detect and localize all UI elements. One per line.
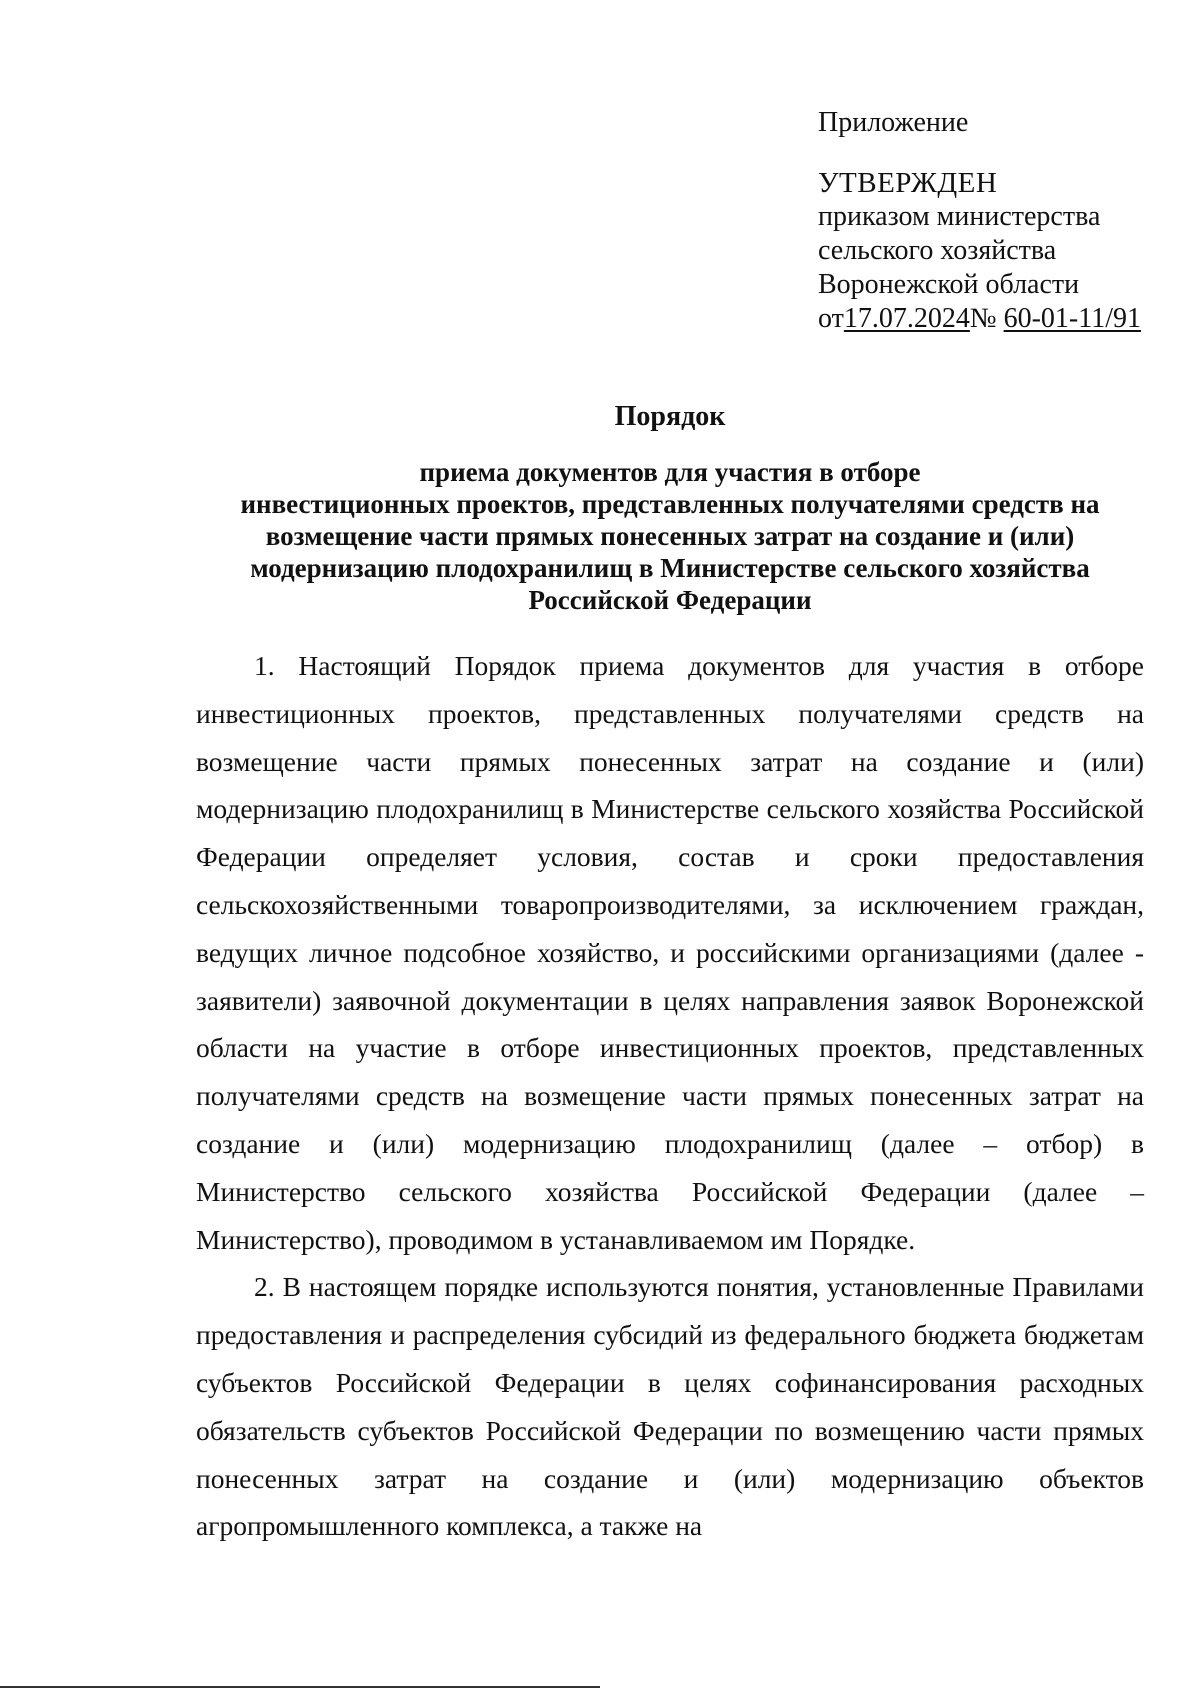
- document-body: [196, 642, 1144, 1550]
- subtitle-line: возмещение части прямых понесенных затрат на создание и (или): [265, 521, 1075, 551]
- paragraph-2: 2. В настоящем порядке используются понятия, установленные Правилами предоставления и распределения субсидий из федерального бюджета бюджетам субъектов Российской Федерации в целях софинансирования расходных обязательств субъектов Российской Федерации по возмещению части прямых понесенных затрат на создание и (или) модернизацию объектов агропромышленного комплекса, а также на: [196, 1271, 1144, 1542]
- approved-label: УТВЕРЖДЕН: [818, 167, 998, 199]
- approval-block: [818, 106, 1178, 336]
- approval-line-3: Воронежской области: [818, 269, 1080, 300]
- document-title-block: [180, 400, 1160, 616]
- subtitle-line: приема документов для участия в отборе: [419, 457, 921, 487]
- subtitle-line: модернизацию плодохранилищ в Министерстве сельского хозяйства: [250, 553, 1090, 583]
- paragraph-1: 1. Настоящий Порядок приема документов для участия в отборе инвестиционных проектов, представленных получателями средств на возмещение части прямых понесенных затрат на создание и (или) модернизацию плодохранилищ в Министерстве сельского хозяйства Российской Федерации определяет условия, состав и сроки предоставления сельскохозяйственными товаропроизводителями, за исключением граждан, ведущих личное подсобное хозяйство, и российскими организациями (далее - заявители) заявочной документации в целях направления заявок Воронежской области на участие в отборе инвестиционных проектов, представленных получателями средств на возмещение части прямых понесенных затрат на создание и (или) модернизацию плодохранилищ (далее – отбор) в Министерство сельского хозяйства Российской Федерации (далее – Министерство), проводимом в устанавливаемом им Порядке.: [196, 650, 1144, 1255]
- document-title: Порядок: [614, 401, 726, 432]
- order-date-number: [818, 302, 1178, 336]
- subtitle-line: инвестиционных проектов, представленных получателями средств на: [240, 489, 1100, 519]
- subtitle-line: Российской Федерации: [528, 585, 812, 615]
- number-prefix: №: [969, 303, 1004, 334]
- document-subtitle: [180, 456, 1160, 616]
- order-date: 17.07.2024: [843, 303, 970, 334]
- approval-line-2: сельского хозяйства: [818, 235, 1057, 266]
- appendix-label: Приложение: [818, 107, 969, 138]
- approval-line-1: приказом министерства: [818, 201, 1101, 232]
- date-prefix: от: [818, 303, 844, 334]
- scan-edge-line: [0, 1686, 600, 1688]
- order-number: 60-01-11/91: [1003, 303, 1141, 334]
